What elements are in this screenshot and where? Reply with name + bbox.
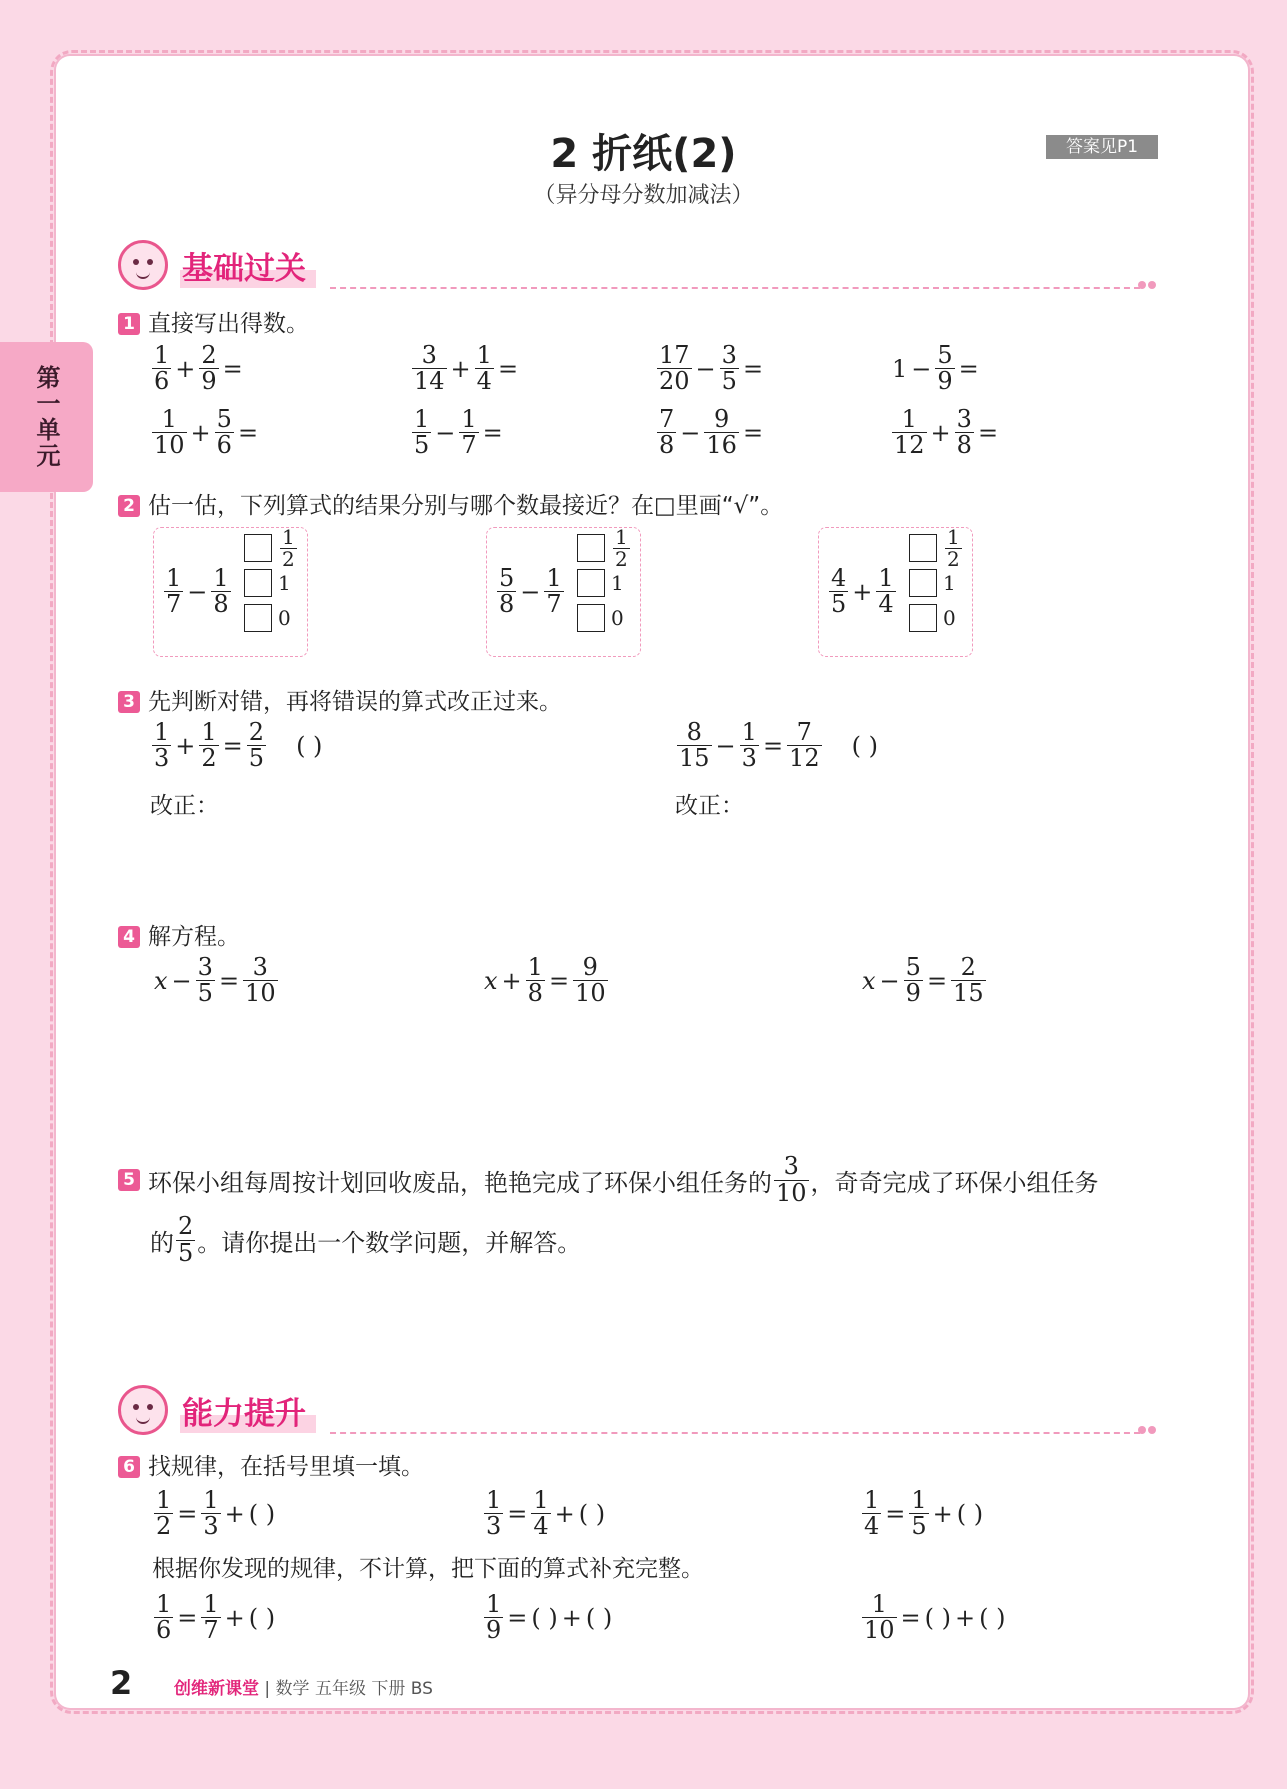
numerator: 1 xyxy=(282,524,295,549)
equation xyxy=(482,955,610,1006)
estimate-expression xyxy=(162,566,233,617)
arithmetic-item xyxy=(655,407,765,458)
fraction xyxy=(935,343,954,394)
fraction xyxy=(243,955,278,1006)
denominator: 5 xyxy=(911,1512,927,1541)
completion-expression xyxy=(860,1592,1007,1643)
pattern-expression xyxy=(860,1488,985,1539)
equals-sign: = xyxy=(237,418,259,447)
checkbox-square xyxy=(577,534,605,562)
fraction xyxy=(531,1488,550,1539)
denominator: 7 xyxy=(166,590,182,619)
numerator: 1 xyxy=(947,524,960,549)
checkbox-square xyxy=(244,569,272,597)
page-title: 2 折纸(2) xyxy=(550,131,737,177)
fraction xyxy=(199,720,218,771)
question-number: 4 xyxy=(118,926,140,948)
denominator: 8 xyxy=(213,590,229,619)
operator: + xyxy=(175,354,196,383)
numerator: 1 xyxy=(154,341,170,369)
equation xyxy=(860,955,988,1006)
numerator: 1 xyxy=(203,1486,219,1514)
judgement-expression xyxy=(150,720,324,771)
operator: − xyxy=(715,731,736,760)
numerator: 1 xyxy=(901,405,917,433)
section-basic-title: 基础过关 xyxy=(180,243,316,288)
plus-sign: + xyxy=(224,1603,245,1632)
numerator: 1 xyxy=(461,405,477,433)
page-number: 2 xyxy=(110,1664,133,1702)
operator: − xyxy=(171,966,192,995)
numerator: 7 xyxy=(659,405,675,433)
denominator: 7 xyxy=(546,590,562,619)
section-divider xyxy=(330,287,1140,289)
denominator: 5 xyxy=(831,590,847,619)
checkbox-square xyxy=(244,604,272,632)
choice-list xyxy=(577,524,632,633)
operator: − xyxy=(879,966,900,995)
question-text: 直接写出得数。 xyxy=(148,311,309,337)
operator: + xyxy=(450,354,471,383)
correction-label: 改正： xyxy=(675,793,744,819)
answer-parentheses: ( ) xyxy=(851,731,878,760)
section-divider xyxy=(330,1432,1140,1434)
equals-sign: = xyxy=(222,731,243,760)
footer-info: | 数学 五年级 下册 BS xyxy=(264,1679,433,1699)
mascot-icon xyxy=(118,240,168,290)
choice-value: 0 xyxy=(611,606,624,630)
numerator: 5 xyxy=(216,405,232,433)
choice-value: 1 xyxy=(611,571,624,595)
completion-expression xyxy=(482,1592,614,1643)
checkbox-square xyxy=(909,569,937,597)
section-basic-header xyxy=(118,240,316,290)
question-1-heading xyxy=(118,305,309,338)
fraction xyxy=(720,343,739,394)
numerator: 5 xyxy=(937,341,953,369)
footer-text xyxy=(174,1674,433,1699)
denominator: 6 xyxy=(156,1616,172,1645)
equals-sign: = xyxy=(177,1499,198,1528)
rule-instruction: 根据你发现的规律，不计算，把下面的算式补充完整。 xyxy=(152,1556,704,1582)
fraction xyxy=(152,720,171,771)
fraction xyxy=(904,955,923,1006)
equals-sign: = xyxy=(900,1603,921,1632)
denominator: 12 xyxy=(789,744,820,773)
fraction xyxy=(829,566,848,617)
denominator: 3 xyxy=(203,1512,219,1541)
answer-parentheses: ( ) xyxy=(296,731,323,760)
variable-x: x xyxy=(862,966,876,995)
numerator: 1 xyxy=(741,718,757,746)
numerator: 1 xyxy=(414,405,430,433)
numerator: 8 xyxy=(686,718,702,746)
question-text: 先判断对错，再将错误的算式改正过来。 xyxy=(148,689,562,715)
pattern-expression xyxy=(152,1488,277,1539)
fraction xyxy=(459,407,478,458)
denominator: 7 xyxy=(461,431,477,460)
choice-zero xyxy=(577,603,632,633)
fraction xyxy=(613,524,630,571)
fraction xyxy=(199,343,218,394)
fraction: $\frac{3}{10}$ xyxy=(776,1152,807,1207)
choice-half xyxy=(244,524,299,571)
arithmetic-item xyxy=(890,407,1000,458)
question-number: 2 xyxy=(118,495,140,517)
denominator: 5 xyxy=(197,979,213,1008)
denominator: 4 xyxy=(864,1512,880,1541)
choice-value: 0 xyxy=(943,606,956,630)
choice-value: 1 xyxy=(278,571,291,595)
question-2-heading xyxy=(118,487,783,520)
denominator: 3 xyxy=(741,744,757,773)
fraction xyxy=(740,720,759,771)
numerator: 1 xyxy=(486,1590,502,1618)
numerator: 17 xyxy=(659,341,690,369)
equals-sign: = xyxy=(218,966,240,995)
numerator: 1 xyxy=(486,1486,502,1514)
numerator: 1 xyxy=(156,1590,172,1618)
question-5-line-2 xyxy=(150,1210,1168,1270)
fraction xyxy=(475,343,494,394)
equals-sign: = xyxy=(482,418,503,447)
fraction xyxy=(945,524,962,571)
fraction xyxy=(892,407,927,458)
blank-parentheses: ( ) xyxy=(248,1499,276,1528)
denominator: 6 xyxy=(154,367,170,396)
plus-sign: + xyxy=(224,1499,245,1528)
numerator: 1 xyxy=(213,564,229,592)
denominator: 4 xyxy=(878,590,894,619)
fraction xyxy=(484,1592,503,1643)
fraction xyxy=(164,566,183,617)
plus-sign: + xyxy=(561,1603,582,1632)
choice-zero xyxy=(909,603,964,633)
operator: + xyxy=(190,418,211,447)
equals-sign: = xyxy=(548,966,570,995)
numerator: 1 xyxy=(546,564,562,592)
equals-sign: = xyxy=(742,418,764,447)
choice-value: 1 xyxy=(943,571,956,595)
decor-dots-icon xyxy=(1136,1419,1156,1438)
fraction xyxy=(657,407,676,458)
plus-sign: + xyxy=(955,1603,976,1632)
checkbox-square xyxy=(909,534,937,562)
choice-zero xyxy=(244,603,299,633)
numerator: 9 xyxy=(714,405,730,433)
fraction xyxy=(247,720,266,771)
denominator: 5 xyxy=(248,744,265,773)
completion-expression xyxy=(152,1592,277,1643)
unit-label: 第一单元 xyxy=(32,365,60,469)
denominator: 2 xyxy=(615,546,628,571)
denominator: 10 xyxy=(245,979,276,1008)
numerator: 1 xyxy=(154,718,170,746)
choice-list xyxy=(909,524,964,633)
denominator: 9 xyxy=(201,367,217,396)
fraction xyxy=(152,343,171,394)
denominator: 7 xyxy=(203,1616,219,1645)
denominator: 15 xyxy=(679,744,710,773)
unit-side-tab xyxy=(0,342,93,492)
pattern-expression xyxy=(482,1488,607,1539)
denominator: 9 xyxy=(905,979,921,1008)
fraction xyxy=(862,1488,881,1539)
numerator: 2 xyxy=(248,718,265,746)
equals-sign: = xyxy=(926,966,948,995)
equals-sign: = xyxy=(497,354,519,383)
fraction xyxy=(196,955,215,1006)
numerator: 3 xyxy=(197,953,213,981)
equals-sign: = xyxy=(507,1603,528,1632)
fraction xyxy=(787,720,822,771)
question-5-text-a: 环保小组每周按计划回收废品，艳艳完成了环保小组任务的 xyxy=(148,1168,772,1197)
question-5 xyxy=(118,1150,1168,1270)
numerator: 1 xyxy=(203,1590,219,1618)
fraction: $\frac{2}{5}$ xyxy=(178,1212,194,1267)
operator: − xyxy=(911,354,932,383)
variable-x: x xyxy=(484,966,498,995)
denominator: 8 xyxy=(659,431,675,460)
numerator: 5 xyxy=(905,953,921,981)
numerator: 1 xyxy=(871,1590,887,1618)
denominator: 2 xyxy=(282,546,295,571)
section-advanced-header xyxy=(118,1385,316,1435)
denominator: 14 xyxy=(414,367,445,396)
question-number: 6 xyxy=(118,1456,140,1478)
arithmetic-item xyxy=(150,343,245,394)
plus-sign: + xyxy=(554,1499,575,1528)
fraction xyxy=(526,955,545,1006)
checkbox-square xyxy=(909,604,937,632)
arithmetic-item xyxy=(150,407,260,458)
numerator: 1 xyxy=(615,524,628,549)
fraction xyxy=(657,343,692,394)
fraction xyxy=(215,407,234,458)
denominator: 20 xyxy=(659,367,690,396)
estimate-expression xyxy=(495,566,566,617)
operator: − xyxy=(695,354,716,383)
judgement-expression xyxy=(675,720,880,771)
fraction xyxy=(154,1592,173,1643)
numerator: 1 xyxy=(166,564,182,592)
denominator: 10 xyxy=(575,979,606,1008)
choice-value: 0 xyxy=(278,606,291,630)
fraction xyxy=(154,1488,173,1539)
numerator: 1 xyxy=(878,564,894,592)
decor-dots-icon xyxy=(1136,274,1156,293)
fraction xyxy=(412,407,431,458)
operator: + xyxy=(501,966,522,995)
fraction xyxy=(484,1488,503,1539)
blank-parentheses: ( ) xyxy=(956,1499,984,1528)
numerator: 9 xyxy=(582,953,598,981)
denominator: 8 xyxy=(527,979,543,1008)
denominator: 2 xyxy=(156,1512,172,1541)
denominator: 4 xyxy=(476,367,492,396)
equals-sign: = xyxy=(222,354,243,383)
denominator: 12 xyxy=(894,431,925,460)
fraction xyxy=(862,1592,897,1643)
choice-half xyxy=(909,524,964,571)
denominator: 8 xyxy=(499,590,515,619)
operator: − xyxy=(187,577,208,606)
fraction xyxy=(544,566,563,617)
denominator: 10 xyxy=(154,431,185,460)
checkbox-square xyxy=(577,569,605,597)
denominator: 8 xyxy=(956,431,972,460)
operator: + xyxy=(930,418,951,447)
question-6-heading xyxy=(118,1448,424,1481)
choice-half xyxy=(577,524,632,571)
denominator: 5 xyxy=(721,367,737,396)
numerator: 1 xyxy=(533,1486,549,1514)
denominator: 2 xyxy=(201,744,217,773)
question-text: 解方程。 xyxy=(148,924,240,950)
numerator: 1 xyxy=(201,718,217,746)
denominator: 2 xyxy=(947,546,960,571)
equals-sign: = xyxy=(177,1603,198,1632)
denominator: 4 xyxy=(533,1512,549,1541)
fraction xyxy=(412,343,447,394)
numerator: 2 xyxy=(201,341,217,369)
blank-parentheses: ( ) xyxy=(924,1603,952,1632)
equals-sign: = xyxy=(762,731,784,760)
denominator: 9 xyxy=(937,367,953,396)
section-advanced-title: 能力提升 xyxy=(180,1388,316,1433)
denominator: 15 xyxy=(953,979,984,1008)
whole-number: 1 xyxy=(892,354,908,383)
operator: + xyxy=(175,731,196,760)
numerator: 1 xyxy=(864,1486,880,1514)
choice-list xyxy=(244,524,299,633)
question-5-text-d: 。请你提出一个数学问题，并解答。 xyxy=(197,1228,582,1257)
arithmetic-item xyxy=(655,343,765,394)
fraction xyxy=(677,720,712,771)
correction-label: 改正： xyxy=(150,793,219,819)
numerator: 3 xyxy=(252,953,268,981)
numerator: 4 xyxy=(831,564,847,592)
checkbox-square xyxy=(244,534,272,562)
choice-one xyxy=(244,568,299,598)
numerator: 1 xyxy=(161,405,177,433)
numerator: 1 xyxy=(911,1486,927,1514)
numerator: 1 xyxy=(476,341,492,369)
variable-x: x xyxy=(154,966,168,995)
choice-one xyxy=(577,568,632,598)
denominator: 9 xyxy=(486,1616,502,1645)
denominator: 6 xyxy=(216,431,232,460)
estimate-box xyxy=(153,524,308,657)
question-number: 3 xyxy=(118,691,140,713)
numerator: 5 xyxy=(499,564,515,592)
mascot-icon xyxy=(118,1385,168,1435)
equation xyxy=(152,955,280,1006)
numerator: 3 xyxy=(956,405,972,433)
fraction xyxy=(704,407,739,458)
blank-parentheses: ( ) xyxy=(585,1603,613,1632)
blank-parentheses: ( ) xyxy=(248,1603,276,1632)
fraction xyxy=(201,1592,220,1643)
equals-sign: = xyxy=(507,1499,528,1528)
fraction xyxy=(211,566,230,617)
question-5-line-1 xyxy=(118,1150,1168,1210)
fraction xyxy=(280,524,297,571)
estimate-expression xyxy=(827,566,898,617)
operator: − xyxy=(435,418,456,447)
blank-parentheses: ( ) xyxy=(531,1603,558,1632)
numerator: 7 xyxy=(796,718,812,746)
fraction xyxy=(201,1488,220,1539)
denominator: 3 xyxy=(154,744,170,773)
question-5-text-b: ，奇奇完成了环保小组任务 xyxy=(810,1168,1099,1197)
denominator: 10 xyxy=(864,1616,895,1645)
question-number: 5 xyxy=(118,1169,140,1191)
fraction xyxy=(955,407,974,458)
numerator: 1 xyxy=(527,953,543,981)
fraction xyxy=(152,407,187,458)
fraction xyxy=(951,955,986,1006)
equals-sign: = xyxy=(885,1499,906,1528)
arithmetic-item xyxy=(410,343,520,394)
equals-sign: = xyxy=(958,354,979,383)
equals-sign: = xyxy=(977,418,999,447)
fraction xyxy=(909,1488,928,1539)
plus-sign: + xyxy=(932,1499,953,1528)
denominator: 3 xyxy=(486,1512,502,1541)
footer-brand: 创维新课堂 xyxy=(174,1679,259,1699)
question-text: 找规律，在括号里填一填。 xyxy=(148,1454,424,1480)
estimate-box xyxy=(486,524,641,657)
estimate-box xyxy=(818,524,973,657)
fraction xyxy=(497,566,516,617)
arithmetic-item xyxy=(410,407,505,458)
question-4-heading xyxy=(118,918,240,951)
question-5-text-c: 的 xyxy=(150,1228,174,1257)
choice-one xyxy=(909,568,964,598)
denominator: 16 xyxy=(706,431,737,460)
operator: + xyxy=(852,577,873,606)
denominator: 5 xyxy=(414,431,430,460)
question-3-heading xyxy=(118,683,562,716)
blank-parentheses: ( ) xyxy=(578,1499,606,1528)
numerator: 2 xyxy=(960,953,976,981)
fraction xyxy=(573,955,608,1006)
blank-parentheses: ( ) xyxy=(979,1603,1006,1632)
question-number: 1 xyxy=(118,313,140,335)
operator: − xyxy=(520,577,541,606)
numerator: 3 xyxy=(421,341,437,369)
equals-sign: = xyxy=(742,354,764,383)
answer-reference-badge: 答案见P1 xyxy=(1046,135,1158,159)
numerator: 1 xyxy=(156,1486,172,1514)
arithmetic-item xyxy=(890,343,981,394)
fraction xyxy=(876,566,895,617)
checkbox-square xyxy=(577,604,605,632)
page-subtitle: （异分母分数加减法） xyxy=(533,183,754,208)
operator: − xyxy=(680,418,701,447)
question-text: 估一估，下列算式的结果分别与哪个数最接近？在□里画“√”。 xyxy=(148,493,784,519)
numerator: 3 xyxy=(721,341,737,369)
